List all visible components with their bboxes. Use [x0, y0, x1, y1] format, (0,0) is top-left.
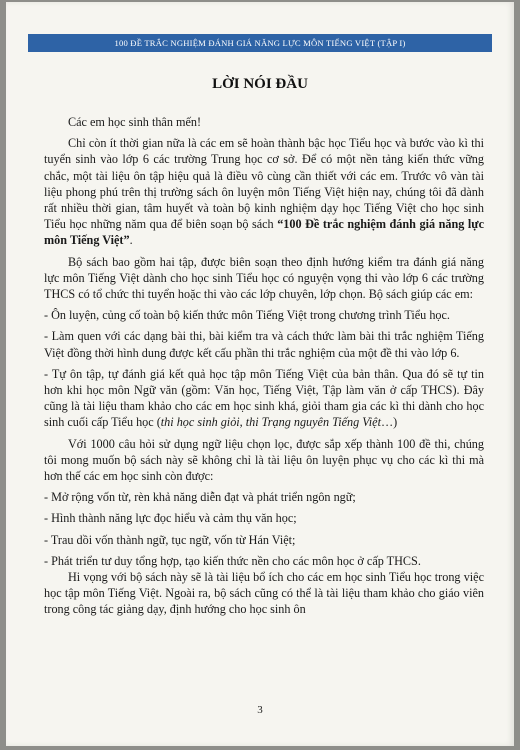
greeting: Các em học sinh thân mến! — [68, 115, 202, 129]
page-title: LỜI NÓI ĐẦU — [212, 76, 308, 92]
header-banner-text: 100 ĐỀ TRẮC NGHIỆM ĐÁNH GIÁ NĂNG LỰC MÔN TIẾNG VIỆT (TẬP I) — [114, 38, 406, 48]
bullet-self-study-text: - Tự ôn tập, tự đánh giá kết quả học tập môn Tiếng Việt của bản thân. Qua đó sẽ tự tin hơn khi học môn Ngữ văn (gồm: Văn học, Tiếng Việt, Tập làm văn ở cấp THCS). Đây cũng là tài liệu tham khảo cho các em học sinh khá, giỏi tham gia các kì thi dành cho học sinh cuối cấp Tiểu học ( — [44, 366, 484, 430]
bullet-familiarize: - Làm quen với các dạng bài thi, bài kiểm tra và cách thức làm bài thi trắc nghiệm Tiếng Việt đồng thời hình dung được kết cấu phần thi trắc nghiệm của một đề thi vào lớp 6. — [44, 329, 484, 360]
paragraph-intro — [44, 135, 484, 248]
paragraph-overview: Bộ sách bao gồm hai tập, được biên soạn theo định hướng kiểm tra đánh giá năng lực môn Tiếng Việt dành cho học sinh Tiểu học có nguyện vọng thi vào lớp 6 các trường THCS có tổ chức thi tuyển hoặc thi vào các lớp chuyên, lớp chọn. Bộ sách giúp các em: — [44, 254, 484, 302]
paragraph-intro-end: . — [129, 233, 133, 248]
bullet-self-study — [44, 366, 484, 431]
bullet-self-study-end: …) — [380, 415, 398, 430]
list-item: - Hình thành năng lực đọc hiểu và cảm thụ văn học; — [44, 511, 297, 526]
paragraph-goals: Với 1000 câu hỏi sử dụng ngữ liệu chọn lọc, được sắp xếp thành 100 đề thi, chúng tôi mong muốn bộ sách này sẽ không chỉ là tài liệu ôn luyện phục vụ cho các kì thi mà hơn thế các em học sinh còn được: — [44, 436, 484, 484]
list-item: - Trau dồi vốn thành ngữ, tục ngữ, vốn từ Hán Việt; — [44, 532, 296, 547]
paragraph-closing: Hi vọng với bộ sách này sẽ là tài liệu bổ ích cho các em học sinh Tiểu học trong việc học tập môn Tiếng Việt. Ngoài ra, bộ sách cũng có thể là tài liệu tham khảo cho giáo viên trong công tác giảng dạy, định hướng cho học sinh ôn — [44, 570, 484, 617]
list-item: - Phát triển tư duy tổng hợp, tạo kiến thức nền cho các môn học ở cấp THCS. — [44, 553, 421, 568]
bullet-review: - Ôn luyện, củng cố toàn bộ kiến thức môn Tiếng Việt trong chương trình Tiểu học. — [44, 308, 450, 323]
book-title-emphasis: “100 Đề trắc nghiệm đánh giá năng lực môn Tiếng Việt” — [44, 217, 485, 248]
book-page — [6, 2, 514, 746]
header-banner — [28, 34, 492, 52]
bullet-self-study-italic: thi học sinh giỏi, thi Trạng nguyên Tiếng Việt — [160, 415, 381, 430]
preface-body — [44, 114, 484, 618]
page-number: 3 — [257, 704, 263, 716]
list-item: - Mở rộng vốn từ, rèn khả năng diễn đạt và phát triển ngôn ngữ; — [44, 490, 356, 505]
paragraph-intro-text: Chỉ còn ít thời gian nữa là các em sẽ hoàn thành bậc học Tiểu học và bước vào kì thi tuyển sinh vào lớp 6 các trường Trung học cơ sở. Để có một nền tảng kiến thức vững chắc, một tài liệu ôn tập hiệu quả là điều vô cùng cần thiết với các em. Trước vô vàn tài liệu phong phú trên thị trường sách ôn luyện môn Tiếng Việt hiện nay, chúng tôi đã dành rất nhiều thời gian, tâm huyết và toàn bộ kinh nghiệm dạy học Tiếng Việt cho học sinh Tiểu học những năm qua để biên soạn bộ sách — [44, 136, 484, 232]
